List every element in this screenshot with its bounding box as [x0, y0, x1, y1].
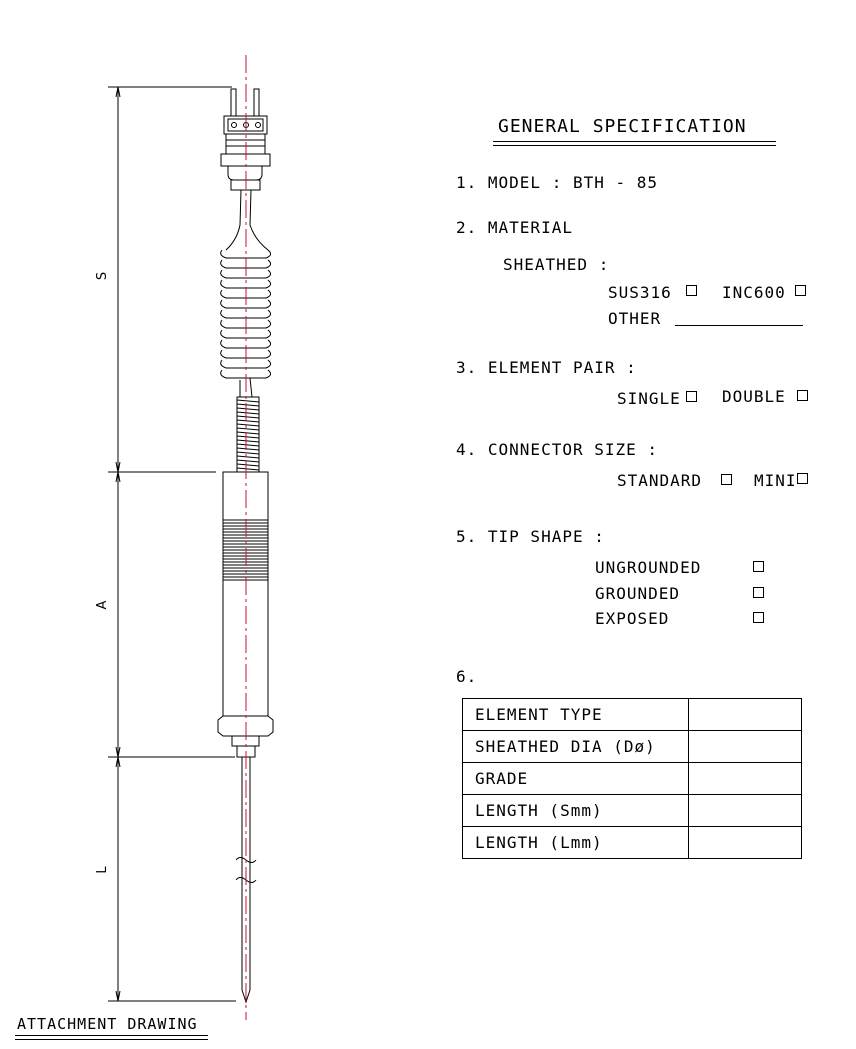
row-value-cell[interactable] — [689, 827, 802, 859]
spring-line — [237, 440, 259, 442]
dimension-lines — [108, 87, 236, 1001]
table-row — [463, 731, 802, 763]
option-exposed: EXPOSED — [595, 609, 670, 628]
probe-body — [218, 89, 273, 1002]
spring-line — [237, 456, 259, 458]
sheathed-label: SHEATHED : — [503, 255, 610, 274]
spring-line — [237, 468, 259, 470]
spring-line — [237, 412, 259, 414]
option-sus316: SUS316 — [608, 283, 672, 302]
row-label: LENGTH (Smm) — [463, 795, 689, 827]
checkbox-inc600[interactable] — [795, 285, 806, 296]
option-other: OTHER — [608, 309, 662, 328]
spring-line — [237, 460, 259, 462]
spring-line — [237, 444, 259, 446]
spring-line — [237, 448, 259, 450]
caption-underline — [15, 1035, 208, 1036]
checkbox-standard[interactable] — [721, 474, 732, 485]
option-double: DOUBLE — [722, 387, 786, 406]
table-row — [463, 699, 802, 731]
spring-line — [237, 452, 259, 454]
option-ungrounded: UNGROUNDED — [595, 558, 702, 577]
row-label: ELEMENT TYPE — [463, 699, 689, 731]
option-single: SINGLE — [617, 389, 681, 408]
option-grounded: GROUNDED — [595, 584, 681, 603]
spring-line — [237, 416, 259, 418]
spring-line — [237, 424, 259, 426]
spring-line — [237, 420, 259, 422]
checkbox-ungrounded[interactable] — [753, 561, 764, 572]
row-value-cell[interactable] — [689, 731, 802, 763]
spring-line — [237, 436, 259, 438]
spec-table — [462, 698, 802, 859]
row-value-cell[interactable] — [689, 795, 802, 827]
title-underline — [493, 141, 776, 142]
tip-shape-heading: 5. TIP SHAPE : — [456, 527, 605, 546]
spring-line — [237, 432, 259, 434]
table-row — [463, 827, 802, 859]
attachment-caption: ATTACHMENT DRAWING — [17, 1015, 198, 1033]
spring-line — [237, 408, 259, 410]
checkbox-exposed[interactable] — [753, 612, 764, 623]
title-underline-2 — [493, 145, 776, 146]
checkbox-single[interactable] — [686, 391, 697, 402]
checkbox-sus316[interactable] — [686, 285, 697, 296]
spring-line — [237, 404, 259, 406]
element-pair-heading: 3. ELEMENT PAIR : — [456, 358, 637, 377]
spring-line — [237, 400, 259, 402]
table-row — [463, 763, 802, 795]
material-heading: 2. MATERIAL — [456, 218, 573, 237]
row-label: GRADE — [463, 763, 689, 795]
model-value: BTH - 85 — [573, 173, 659, 192]
checkbox-double[interactable] — [797, 390, 808, 401]
dim-label-l: L — [95, 866, 110, 874]
checkbox-grounded[interactable] — [753, 587, 764, 598]
checkbox-mini[interactable] — [797, 473, 808, 484]
connector-size-heading: 4. CONNECTOR SIZE : — [456, 440, 659, 459]
table-row — [463, 795, 802, 827]
other-blank-line[interactable] — [675, 325, 803, 326]
option-mini: MINI — [754, 471, 797, 490]
option-standard: STANDARD — [617, 471, 703, 490]
caption-underline-2 — [15, 1039, 208, 1040]
dim-label-s: S — [95, 271, 110, 281]
table-heading: 6. — [456, 667, 478, 686]
model-label: 1. MODEL : — [456, 173, 563, 192]
spring-line — [237, 428, 259, 430]
row-value-cell[interactable] — [689, 699, 802, 731]
spec-title: GENERAL SPECIFICATION — [498, 116, 747, 137]
dim-label-a: A — [95, 600, 110, 610]
row-label: LENGTH (Lmm) — [463, 827, 689, 859]
option-inc600: INC600 — [722, 283, 786, 302]
row-label: SHEATHED DIA (Dø) — [463, 731, 689, 763]
row-value-cell[interactable] — [689, 763, 802, 795]
spring-line — [237, 464, 259, 466]
